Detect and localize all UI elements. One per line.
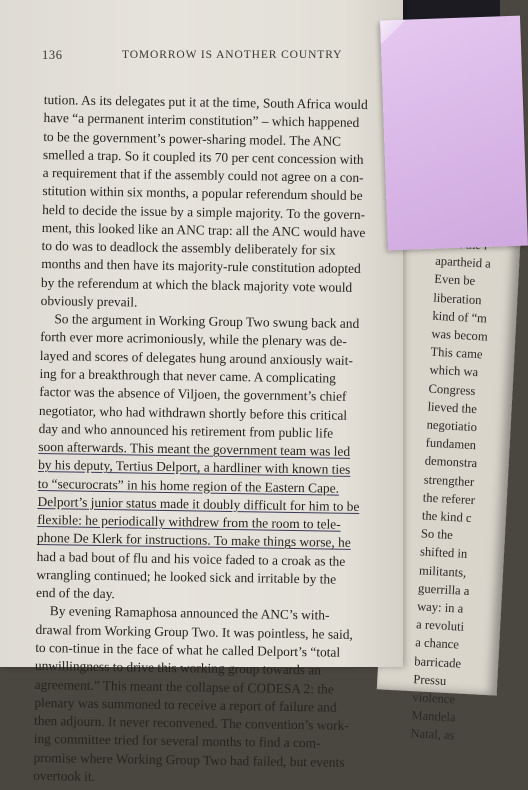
text-line: unwillingness to drive this working group towards an — [34, 658, 322, 678]
text-line: have “a permanent interim constitution” – which happened — [43, 110, 360, 131]
right-page-line: a chance — [414, 635, 460, 652]
text-line: tution. As its delegates put it at the time, South Africa would — [43, 91, 368, 113]
right-page-line: Natal, as — [410, 726, 455, 743]
right-page-line: was becom — [431, 326, 489, 344]
text-line: to con-tinue in the face of what he called Delport’s “total — [35, 639, 341, 660]
right-page-line: So the — [420, 526, 454, 543]
text-line: forth ever more acrimoniously, while the plenary was de- — [40, 329, 347, 350]
text-line: negotiator, who had withdrawn shortly before this critical — [38, 402, 348, 423]
right-page-line: shifted in — [419, 544, 468, 562]
right-page-line: which wa — [429, 363, 479, 380]
text-line: ment, this looked like an ANC trap: all the ANC would have — [41, 219, 366, 240]
right-page-line: militants, — [418, 563, 467, 580]
right-page-line: liberation — [433, 290, 482, 307]
right-page-line: the referer — [422, 490, 476, 507]
text-line: overtook it. — [33, 767, 96, 784]
underlined-line: Delport’s junior status made it doubly difficult for him to be — [37, 493, 360, 514]
text-line: ing committee tried for several months to find a com- — [33, 731, 321, 751]
underlined-line: by his deputy, Tertius Delport, a hardliner with known ties — [38, 457, 351, 478]
text-line: agreement.” This meant the collapse of CODESA 2: the — [34, 676, 334, 697]
right-page-line: strengther — [423, 472, 475, 489]
body-text — [33, 91, 380, 790]
sticky-note-fold — [380, 20, 407, 45]
right-page-line: barricade — [413, 653, 462, 671]
right-page-line: kind of “m — [432, 308, 488, 326]
text-line: day and who announced his retirement from public life — [38, 420, 334, 441]
right-page-line: This came — [430, 344, 483, 362]
right-page-line: guerrilla a — [417, 581, 470, 598]
text-line: factor was the absence of Viljoen, the government’s chief — [39, 384, 347, 405]
text-line: stitution within six months, a popular referendum should be — [42, 183, 363, 204]
text-line: months and then have its majority-rule constitution adopted — [41, 256, 361, 277]
text-line: end of the day. — [36, 585, 115, 602]
running-head: TOMORROW IS ANOTHER COUNTRY — [122, 49, 343, 61]
underlined-line: flexible: he periodically withdrew from the room to tele- — [37, 512, 341, 532]
text-line: layed and scores of delegates hung around anxiously wait- — [39, 347, 354, 368]
page-number: 136 — [42, 48, 63, 62]
right-page-line: a revoluti — [415, 617, 465, 635]
text-line: drawal from Working Group Two. It was pointless, he said, — [35, 621, 353, 642]
text-line: had a bad bout of flu and his voice faded to a croak as the — [36, 548, 346, 569]
text-line: plenary was summoned to receive a report of failure and — [34, 694, 337, 715]
right-page-line: Congress — [428, 381, 476, 398]
text-line: By evening Ramaphosa announced the ANC’s with- — [49, 603, 330, 623]
sticky-note — [380, 16, 528, 251]
underlined-line: soon afterwards. This meant the government team was led — [38, 439, 351, 459]
underlined-line: to “securocrats” in his home region of the Eastern Cape. — [37, 475, 340, 496]
text-line: held to decide the issue by a simple majority. To the govern- — [42, 201, 366, 222]
text-line: smelled a trap. So it coupled its 70 per cent concession with — [42, 146, 364, 167]
text-line: a requirement that if the assembly could not agree on a con- — [42, 165, 364, 186]
text-line: ing for a breakthrough that never came. A complicating — [39, 365, 337, 386]
text-line: So the argument in Working Group Two swung back and — [54, 311, 360, 332]
right-page-line: fundamen — [425, 435, 477, 453]
right-page-line: Mandela — [411, 708, 456, 725]
text-line: wrangling continued; he looked sick and irritable by the — [36, 566, 337, 587]
text-line: obviously prevail. — [40, 292, 138, 310]
text-line: to do was to deadlock the assembly deliberately for six — [41, 238, 336, 258]
right-page-line: Pressu — [413, 672, 447, 688]
right-page-line: apartheid a — [434, 253, 492, 271]
right-page-line: violence — [412, 690, 456, 707]
right-page-line: lieved the — [427, 399, 478, 416]
underlined-line: phone De Klerk for instructions. To make things worse, he — [36, 530, 351, 551]
right-page-line: the kind c — [421, 508, 472, 526]
text-line: by the referendum at which the black majority vote would — [40, 274, 353, 295]
right-page-line: way: in a — [416, 599, 464, 616]
text-line: promise where Working Group Two had failed, but events — [33, 749, 345, 770]
text-line: to be the government’s power-sharing model. The ANC — [43, 128, 342, 149]
right-page-line: demonstra — [424, 453, 478, 471]
right-page-line: Even be — [433, 272, 476, 289]
text-line: then adjourn. It never reconvened. The convention’s work- — [33, 712, 349, 733]
right-page-line: negotiatio — [426, 417, 478, 435]
